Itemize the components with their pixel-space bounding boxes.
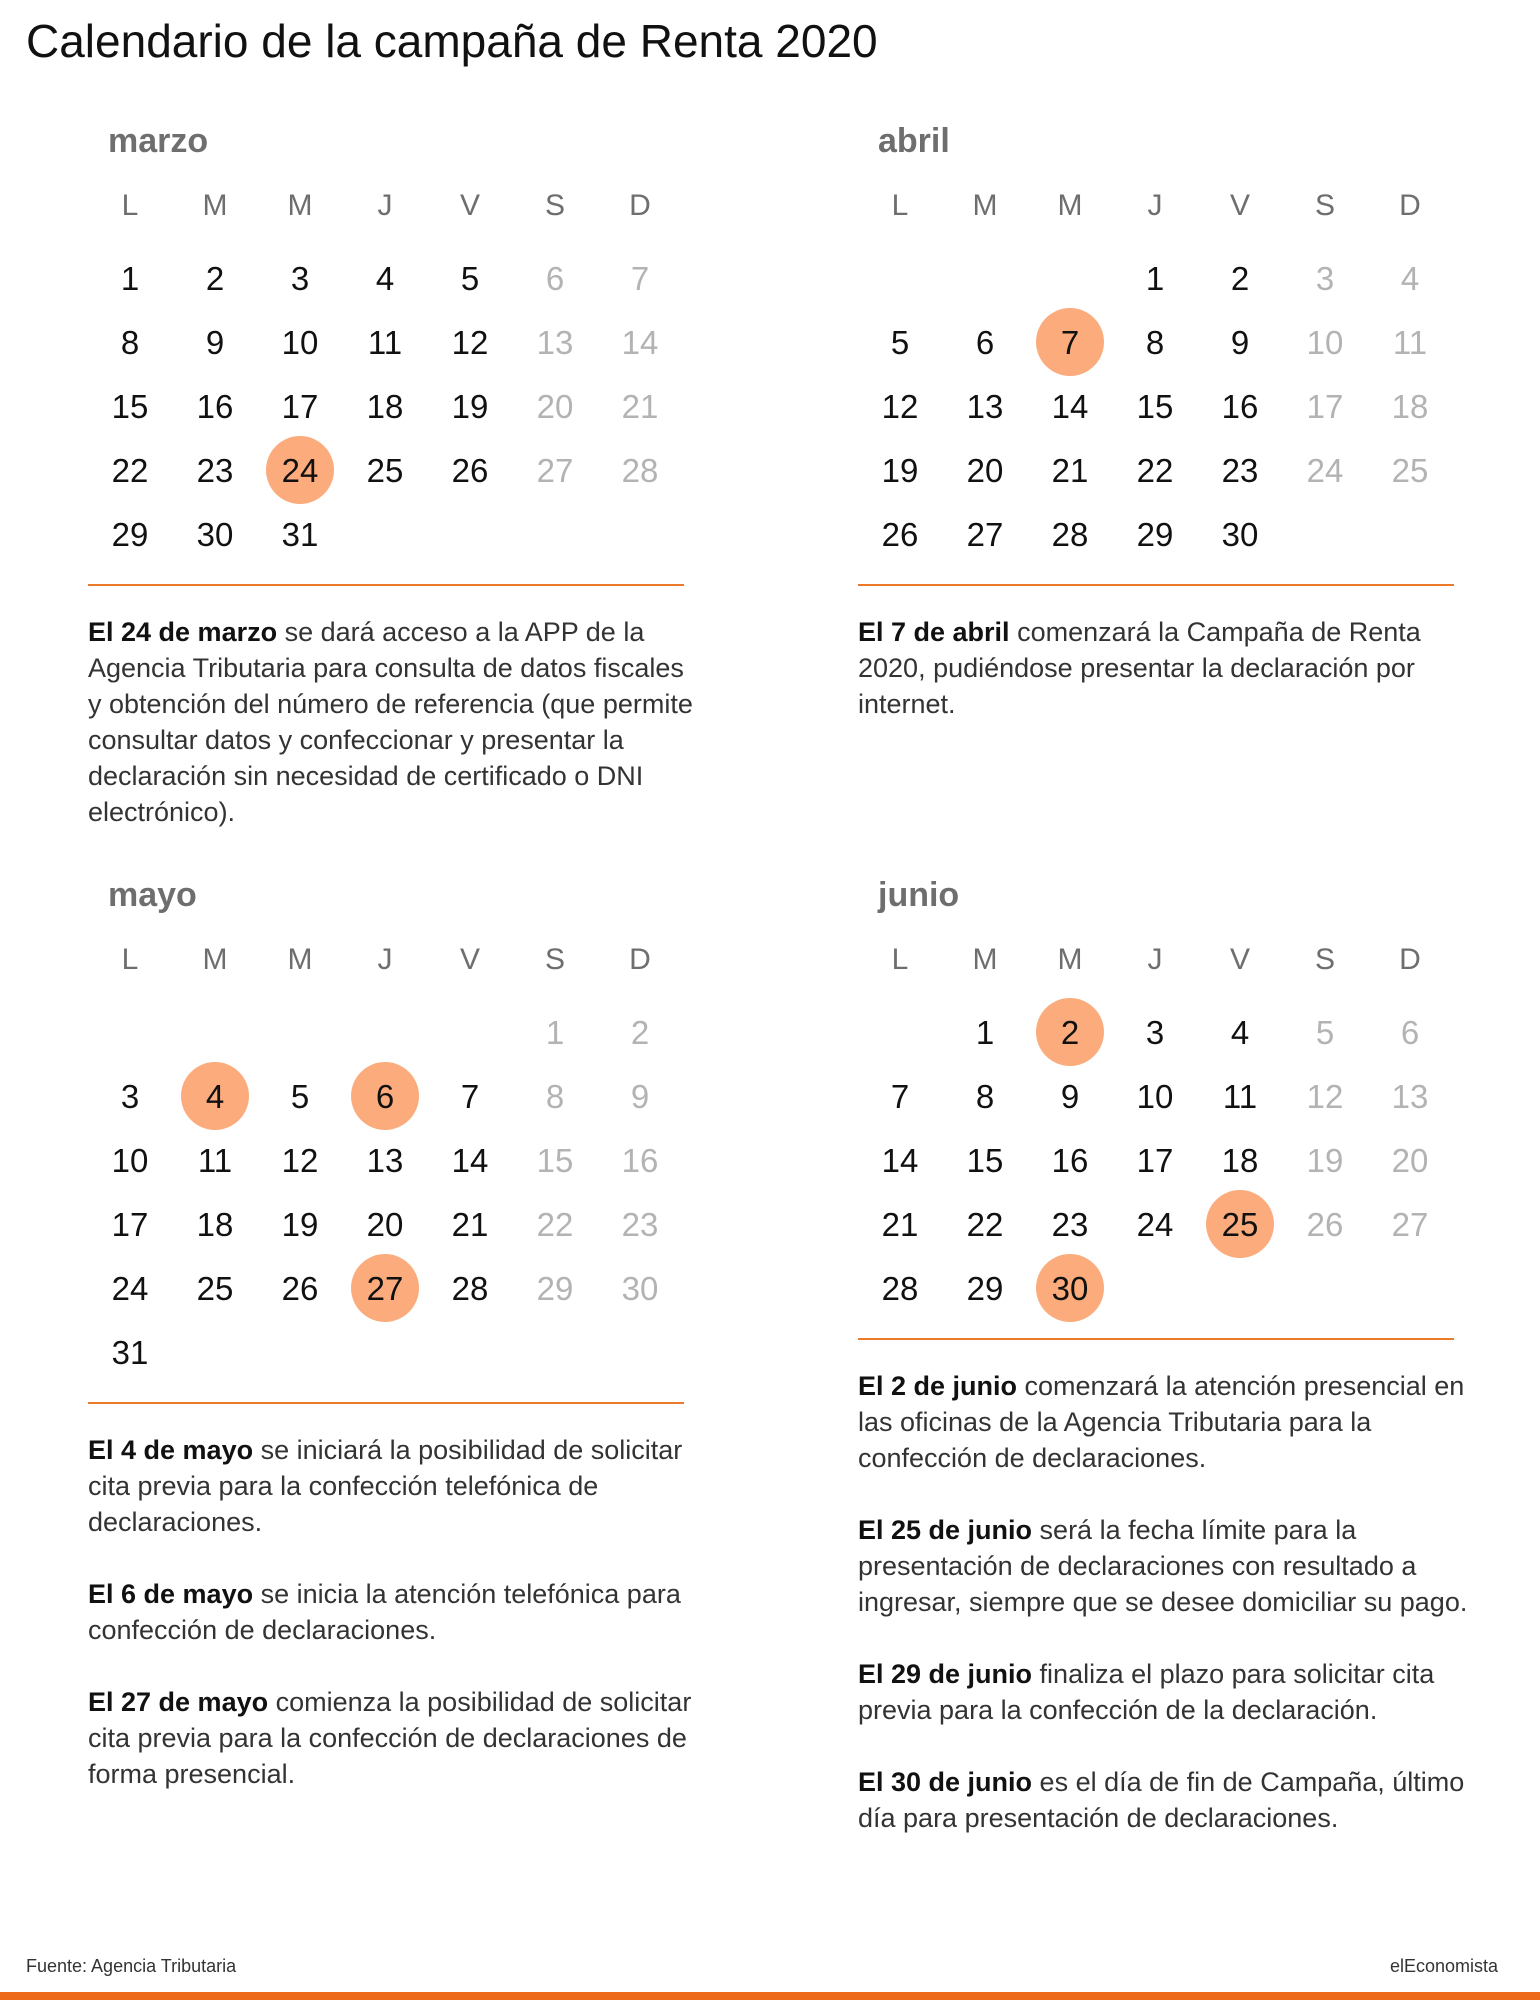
highlighted-date: 6 [351, 1062, 419, 1130]
calendar-day: 17 [111, 1205, 149, 1243]
weekday-label: L [121, 189, 139, 222]
calendar-day: 22 [966, 1205, 1004, 1243]
calendar-day: 12 [451, 323, 489, 361]
source-note: Fuente: Agencia Tributaria [26, 1956, 237, 1976]
month-name: abril [878, 122, 950, 160]
weekday-label: S [1314, 189, 1335, 222]
calendar-day: 5 [890, 323, 910, 361]
calendar-day: 24 [1306, 451, 1344, 489]
calendar-day: 27 [966, 515, 1004, 553]
calendar-day: 4 [1400, 259, 1420, 297]
calendar-day: 31 [111, 1333, 149, 1371]
calendar-day: 27 [1391, 1205, 1429, 1243]
calendar-day: 28 [621, 451, 659, 489]
calendar-day: 21 [881, 1205, 919, 1243]
weekday-label: J [1147, 189, 1163, 222]
note-text: comenzará la Campaña de Renta 2020, pudiéndose presentar la declaración por internet. [858, 617, 1421, 719]
calendar-day: 3 [120, 1077, 140, 1115]
calendar-day: 10 [111, 1141, 149, 1179]
calendar-day: 18 [1221, 1141, 1259, 1179]
weekday-label: J [377, 189, 393, 222]
note-date: El 2 de junio [858, 1371, 1018, 1401]
bottom-accent-bar [0, 1992, 1540, 2000]
note-date: El 25 de junio [858, 1515, 1033, 1545]
calendar-day: 15 [1136, 387, 1174, 425]
weekday-label: M [972, 943, 998, 976]
weekday-label: J [1147, 943, 1163, 976]
note-date: El 27 de mayo [88, 1687, 269, 1717]
calendar-day: 23 [1221, 451, 1259, 489]
calendar-day: 12 [881, 387, 919, 425]
calendar-day: 30 [1221, 515, 1259, 553]
calendar-day: 20 [966, 451, 1004, 489]
note-text: se dará acceso a la APP de la Agencia Tributaria para consulta de datos fiscales y obtención del número de referencia (que permite consultar datos y confeccionar y presentar la declaración sin necesidad de certificado o DNI electrónico). [88, 617, 693, 827]
note-date: El 6 de mayo [88, 1579, 254, 1609]
calendar-day: 4 [375, 259, 395, 297]
calendar-day: 17 [1136, 1141, 1174, 1179]
calendar-day: 23 [1051, 1205, 1089, 1243]
calendar-day: 18 [366, 387, 404, 425]
calendar-day: 21 [621, 387, 659, 425]
calendar-day: 23 [196, 451, 234, 489]
calendar-day: 15 [966, 1141, 1004, 1179]
calendar-day: 13 [366, 1141, 404, 1179]
calendar-day: 17 [1306, 387, 1344, 425]
calendar-day: 8 [545, 1077, 565, 1115]
calendar-day: 11 [367, 323, 403, 361]
calendar-day: 8 [120, 323, 140, 361]
calendar-day: 12 [281, 1141, 319, 1179]
calendar-day: 24 [1136, 1205, 1174, 1243]
calendar-day: 14 [451, 1141, 489, 1179]
calendar-day: 18 [1391, 387, 1429, 425]
calendar-day: 20 [366, 1205, 404, 1243]
calendar-day: 21 [451, 1205, 489, 1243]
note-paragraph [88, 1576, 698, 1648]
weekday-label: L [891, 943, 909, 976]
note-text: se inicia la atención telefónica para confección de declaraciones. [88, 1579, 681, 1645]
highlighted-date: 30 [1036, 1254, 1104, 1322]
brand-logo-text: elEconomista [1389, 1956, 1498, 1976]
divider-line [858, 1338, 1454, 1340]
calendar-day: 11 [1222, 1077, 1258, 1115]
calendar-day: 25 [1391, 451, 1429, 489]
calendar-day: 10 [1136, 1077, 1174, 1115]
calendar-day: 1 [1145, 259, 1165, 297]
calendar-day: 22 [536, 1205, 574, 1243]
calendar-day: 9 [1230, 323, 1250, 361]
highlighted-date: 24 [266, 436, 334, 504]
calendar-day: 1 [545, 1013, 565, 1051]
calendar-day: 8 [1145, 323, 1165, 361]
month-notes [858, 614, 1468, 758]
calendar-day: 8 [975, 1077, 995, 1115]
note-date: El 4 de mayo [88, 1435, 254, 1465]
note-text: será la fecha límite para la presentación de declaraciones con resultado a ingresar, siempre que se desee domiciliar su pago. [858, 1515, 1468, 1617]
calendar-day: 4 [1230, 1013, 1250, 1051]
calendar-day: 20 [536, 387, 574, 425]
calendar-day: 3 [290, 259, 310, 297]
calendar-day: 25 [366, 451, 404, 489]
note-text: se iniciará la posibilidad de solicitar cita previa para la confección telefónica de declaraciones. [88, 1435, 683, 1537]
calendar-day: 2 [1230, 259, 1250, 297]
weekday-label: V [1229, 189, 1250, 222]
note-paragraph [88, 1684, 698, 1792]
calendar-day: 13 [1391, 1077, 1429, 1115]
calendar-day: 7 [460, 1077, 480, 1115]
highlighted-date: 7 [1036, 308, 1104, 376]
calendar-day: 2 [205, 259, 225, 297]
calendar-day: 6 [1400, 1013, 1420, 1051]
weekday-label: M [1057, 943, 1083, 976]
calendar-day: 9 [1060, 1077, 1080, 1115]
highlighted-date: 2 [1036, 998, 1104, 1066]
calendar-day: 13 [536, 323, 574, 361]
note-date: El 7 de abril [858, 617, 1010, 647]
calendar-day: 29 [536, 1269, 574, 1307]
calendar-day: 3 [1145, 1013, 1165, 1051]
calendar-day: 17 [281, 387, 319, 425]
note-paragraph [858, 1764, 1468, 1836]
calendar-day: 2 [630, 1013, 650, 1051]
note-date: El 29 de junio [858, 1659, 1033, 1689]
highlighted-date: 25 [1206, 1190, 1274, 1258]
calendar-day: 3 [1315, 259, 1335, 297]
calendar-day: 22 [111, 451, 149, 489]
calendar-day: 31 [281, 515, 319, 553]
calendar-day: 7 [630, 259, 650, 297]
calendar-day: 10 [281, 323, 319, 361]
weekday-label: M [287, 189, 313, 222]
note-text: comienza la posibilidad de solicitar cita previa para la confección de declaraciones de forma presencial. [88, 1687, 692, 1789]
note-paragraph [858, 614, 1468, 722]
calendar-day: 19 [881, 451, 919, 489]
note-paragraph [858, 1656, 1468, 1728]
calendar-day: 12 [1306, 1077, 1344, 1115]
note-text: es el día de fin de Campaña, último día para presentación de declaraciones. [858, 1767, 1465, 1833]
calendar-day: 29 [111, 515, 149, 553]
calendar-day: 18 [196, 1205, 234, 1243]
calendar-day: 11 [1392, 323, 1428, 361]
calendar-day: 19 [451, 387, 489, 425]
weekday-label: M [972, 189, 998, 222]
weekday-label: M [202, 189, 228, 222]
calendar-day: 22 [1136, 451, 1174, 489]
note-text: comenzará la atención presencial en las oficinas de la Agencia Tributaria para la confección de declaraciones. [858, 1371, 1465, 1473]
note-paragraph [858, 1512, 1468, 1620]
calendar-day: 13 [966, 387, 1004, 425]
calendar-day: 28 [451, 1269, 489, 1307]
calendar-day: 29 [1136, 515, 1174, 553]
weekday-label: L [891, 189, 909, 222]
calendar-day: 28 [881, 1269, 919, 1307]
calendar-day: 6 [975, 323, 995, 361]
page-title: Calendario de la campaña de Renta 2020 [26, 15, 878, 67]
calendar-day: 9 [205, 323, 225, 361]
calendar-day: 16 [1221, 387, 1259, 425]
weekday-label: D [629, 189, 651, 222]
calendar-day: 15 [536, 1141, 574, 1179]
calendar-day: 14 [1051, 387, 1089, 425]
calendar-day: 20 [1391, 1141, 1429, 1179]
calendar-day: 11 [197, 1141, 233, 1179]
weekday-label: D [1399, 943, 1421, 976]
divider-line [88, 1402, 684, 1404]
highlighted-date: 4 [181, 1062, 249, 1130]
calendar-day: 15 [111, 387, 149, 425]
calendar-day: 5 [460, 259, 480, 297]
note-paragraph [858, 1368, 1468, 1476]
weekday-label: V [459, 943, 480, 976]
divider-line [88, 584, 684, 586]
weekday-label: S [544, 943, 565, 976]
calendar-day: 27 [536, 451, 574, 489]
calendar-day: 26 [451, 451, 489, 489]
note-date: El 30 de junio [858, 1767, 1033, 1797]
weekday-label: L [121, 943, 139, 976]
weekday-label: M [202, 943, 228, 976]
calendar-day: 16 [621, 1141, 659, 1179]
weekday-label: V [1229, 943, 1250, 976]
divider-line [858, 584, 1454, 586]
weekday-label: D [1399, 189, 1421, 222]
calendar-day: 5 [290, 1077, 310, 1115]
calendar-day: 21 [1051, 451, 1089, 489]
weekday-label: S [544, 189, 565, 222]
calendar-day: 26 [881, 515, 919, 553]
note-paragraph [88, 614, 698, 830]
calendar-day: 29 [966, 1269, 1004, 1307]
calendar-day: 16 [196, 387, 234, 425]
weekday-label: V [459, 189, 480, 222]
calendar-day: 30 [621, 1269, 659, 1307]
weekday-label: J [377, 943, 393, 976]
calendar-day: 24 [111, 1269, 149, 1307]
calendar-day: 9 [630, 1077, 650, 1115]
month-notes [88, 1432, 698, 1828]
weekday-label: S [1314, 943, 1335, 976]
note-text: finaliza el plazo para solicitar cita previa para la confección de la declaración. [858, 1659, 1435, 1725]
calendar-day: 25 [196, 1269, 234, 1307]
calendar-day: 7 [890, 1077, 910, 1115]
calendar-day: 6 [545, 259, 565, 297]
month-name: junio [878, 876, 960, 914]
calendar-day: 19 [281, 1205, 319, 1243]
calendar-day: 16 [1051, 1141, 1089, 1179]
month-notes [858, 1368, 1468, 1872]
month-notes [88, 614, 698, 866]
note-date: El 24 de marzo [88, 617, 278, 647]
weekday-label: M [1057, 189, 1083, 222]
calendar-day: 14 [881, 1141, 919, 1179]
calendar-day: 14 [621, 323, 659, 361]
calendar-day: 5 [1315, 1013, 1335, 1051]
calendar-day: 19 [1306, 1141, 1344, 1179]
calendar-day: 23 [621, 1205, 659, 1243]
weekday-label: D [629, 943, 651, 976]
calendar-day: 1 [975, 1013, 995, 1051]
note-paragraph [88, 1432, 698, 1540]
highlighted-date: 27 [351, 1254, 419, 1322]
calendar-day: 28 [1051, 515, 1089, 553]
calendar-day: 1 [120, 259, 140, 297]
calendar-day: 30 [196, 515, 234, 553]
calendar-day: 26 [281, 1269, 319, 1307]
month-name: mayo [108, 876, 197, 914]
month-name: marzo [108, 122, 209, 160]
calendar-day: 10 [1306, 323, 1344, 361]
calendar-day: 26 [1306, 1205, 1344, 1243]
weekday-label: M [287, 943, 313, 976]
